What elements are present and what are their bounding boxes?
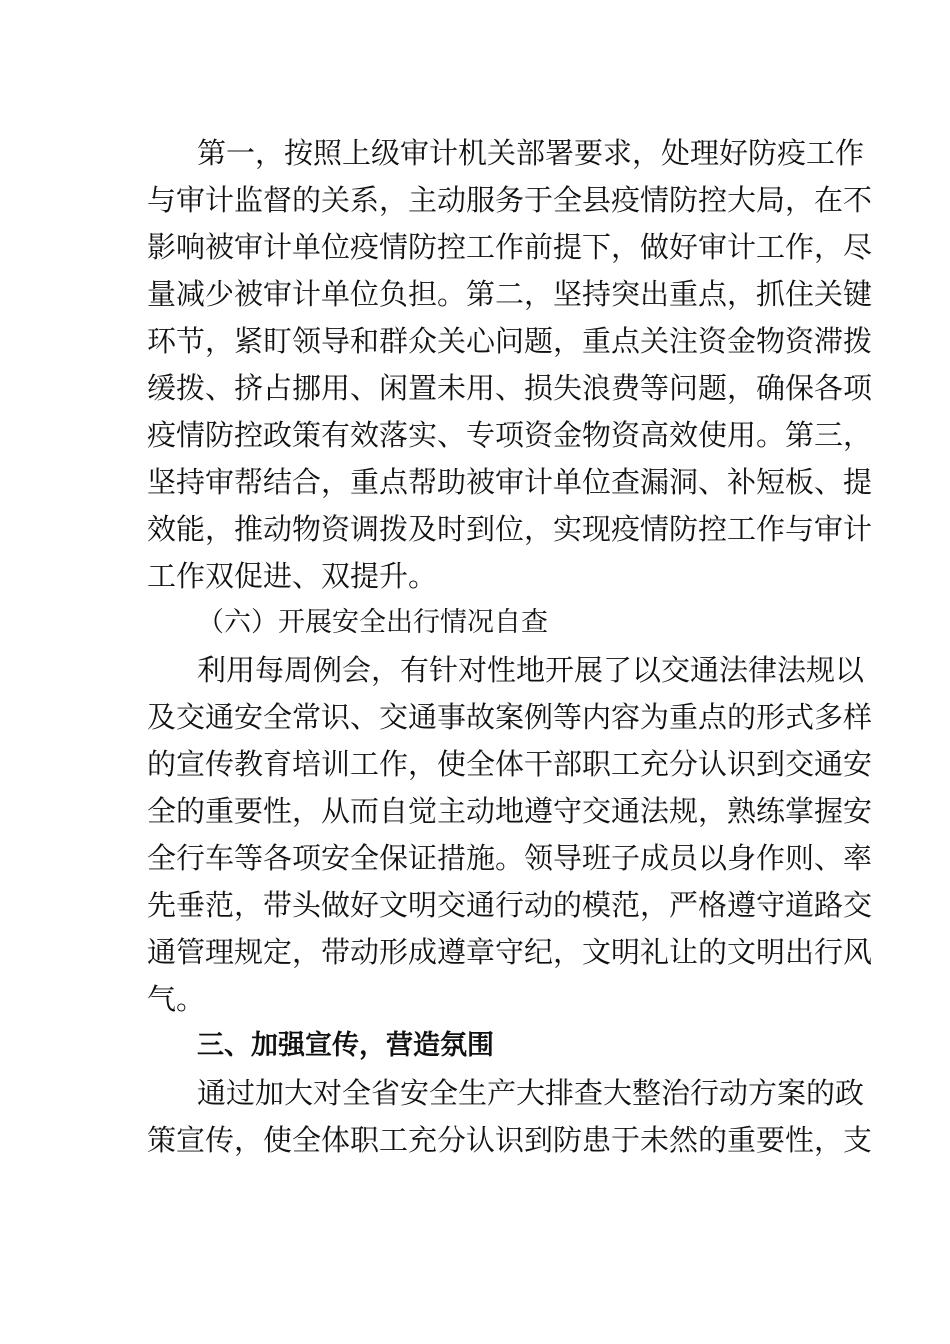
paragraph-line: 坚持审帮结合，重点帮助被审计单位查漏洞、补短板、提 <box>147 465 873 499</box>
paragraph-line: 工作双促进、双提升。 <box>147 559 438 593</box>
paragraph-line: 效能，推动物资调拨及时到位，实现疫情防控工作与审计 <box>147 512 873 546</box>
paragraph-line: 气。 <box>147 982 206 1016</box>
paragraph-line: 通过加大对全省安全生产大排查大整治行动方案的政 <box>197 1076 865 1110</box>
paragraph-line: 缓拨、挤占挪用、闲置未用、损失浪费等问题，确保各项 <box>147 371 873 405</box>
paragraph-line: 利用每周例会，有针对性地开展了以交通法律法规以 <box>197 653 865 687</box>
paragraph-line: 与审计监督的关系，主动服务于全县疫情防控大局，在不 <box>147 183 873 217</box>
paragraph-line: 全的重要性，从而自觉主动地遵守交通法规，熟练掌握安 <box>147 794 873 828</box>
paragraph-line: 先垂范，带头做好文明交通行动的模范，严格遵守道路交 <box>147 888 873 922</box>
subheading: （六）开展安全出行情况自查 <box>197 607 548 638</box>
paragraph-line: 环节，紧盯领导和群众关心问题，重点关注资金物资滞拨 <box>147 324 873 358</box>
paragraph-line: 第一，按照上级审计机关部署要求，处理好防疫工作 <box>197 136 865 170</box>
paragraph-line: 疫情防控政策有效落实、专项资金物资高效使用。第三， <box>147 418 873 452</box>
section-heading: 三、加强宣传，营造氛围 <box>197 1030 494 1061</box>
paragraph-line: 的宣传教育培训工作，使全体干部职工充分认识到交通安 <box>147 747 873 781</box>
paragraph-line: 及交通安全常识、交通事故案例等内容为重点的形式多样 <box>147 700 873 734</box>
paragraph-line: 全行车等各项安全保证措施。领导班子成员以身作则、率 <box>147 841 873 875</box>
paragraph-line: 通管理规定，带动形成遵章守纪，文明礼让的文明出行风 <box>147 935 873 969</box>
paragraph-line: 策宣传，使全体职工充分认识到防患于未然的重要性，支 <box>147 1123 873 1157</box>
paragraph-line: 量减少被审计单位负担。第二，坚持突出重点，抓住关键 <box>147 277 873 311</box>
paragraph-line: 影响被审计单位疫情防控工作前提下，做好审计工作，尽 <box>147 230 873 264</box>
